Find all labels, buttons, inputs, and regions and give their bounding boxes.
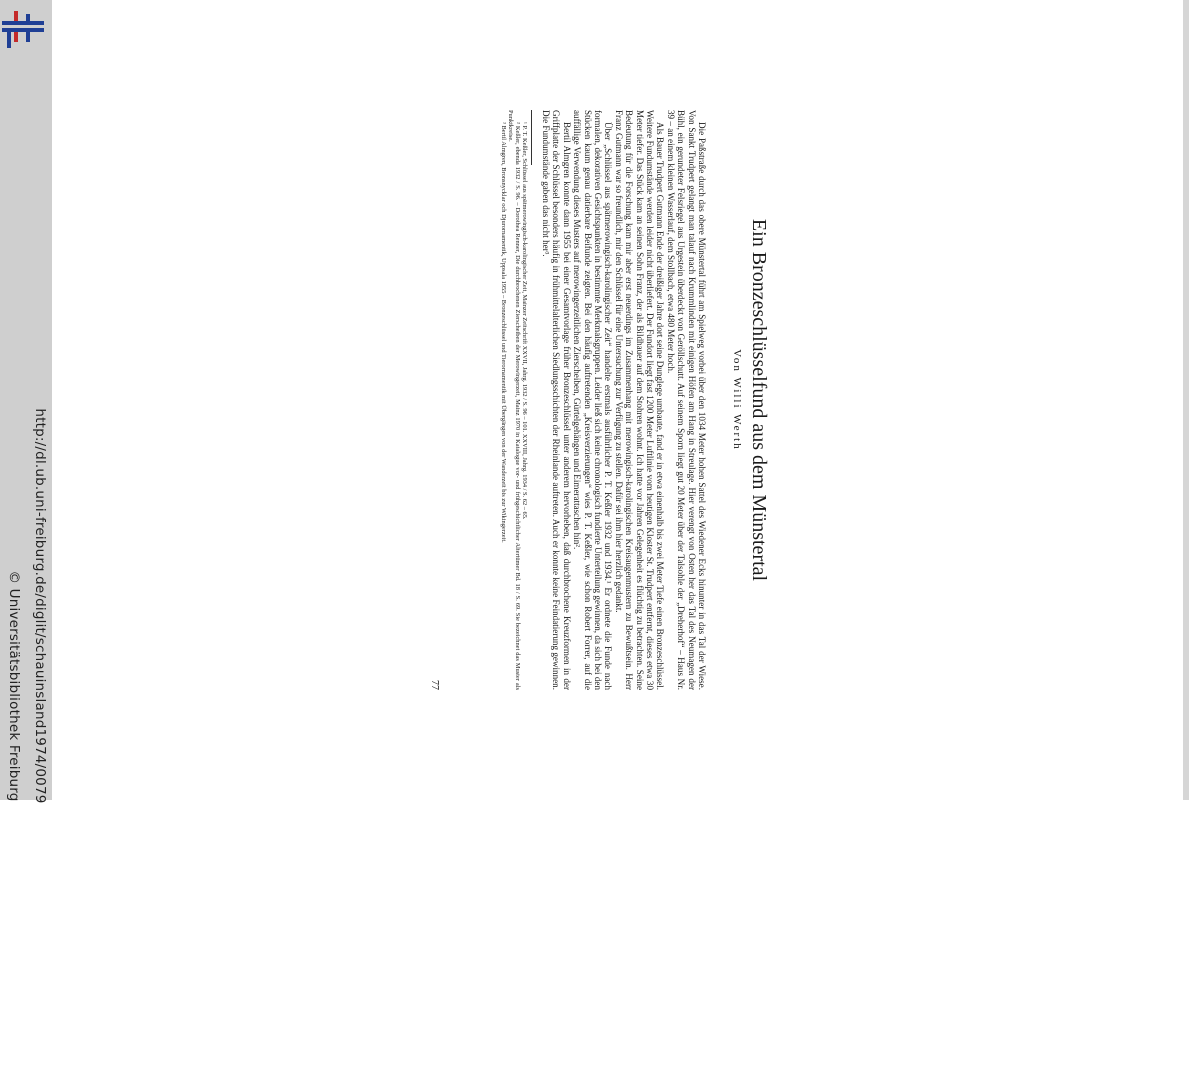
source-url[interactable]: http://dl.ub.uni-freiburg.de/diglit/schauinsland1974/0079 [32, 408, 48, 804]
footnote: ² Keßler, ebenda 1932 / S. 96. – Dorothea Renner, Die durchbrochenen Zierscheiben der Merowingerzeit, Mainz 1970 in Katalogue vor- und frühgeschichtlicher Altertümer Bd. 18 / S. 69. Sie bezeichnet das Muster als Punktkreise. [507, 110, 522, 690]
article-body [500, 110, 707, 690]
document-page [430, 110, 770, 690]
scrollbar[interactable] [1183, 0, 1189, 800]
footnote-divider [532, 110, 533, 165]
page-title: Ein Bronzeschlüsselfund aus dem Münstertal [748, 218, 770, 582]
paragraph: Als Bauer Trudpert Gutmann Ende der dreißiger Jahre dort seine Dunglege umbaute, fand er in etwa einenhalb bis zwei Meter Tiefe einen Bronzeschlüssel. Weitere Fundumstände werden leider nicht überliefert. Der Fundort liegt fast 1200 Meter Luftlinie vom heutigen Kloster St. Trudpert entfernt, dieses etwa 30 Meter tiefer. Das Stück kam an seinen Sohn Franz, der als Bildhauer auf dem Stohren wohnt. Ich hatte vor Jahren Gelegenheit es flüchtig zu betrachten. Seine Bedeutung für die Forschung kam mir aber erst neuerdings im Zusammenhang mit merowingisch-karolingischen Kreisaugenmustern zu Bewußtsein. Herr Franz Gutmann war so freundlich, mir den Schlüssel für eine Untersuchung zur Verfügung zu stellen. Dafür sei ihm hier herzlich gedankt. [613, 110, 666, 690]
library-logo-icon [2, 8, 44, 50]
paragraph: Bertil Almgren konnte dann 1955 bei einer Gesamtvorlage früher Bronzeschlüssel unter anderem hervorheben, daß durchbrochene Kreuzformen in der Griffplatte der Schlüssel besonders häufig in frühmittelalterlichen Siedlungsschichten der Rheinlande auftreten. Auch er konnte keine Feindatierung gewinnen. Die Fundumstände gaben das nicht her³. [540, 110, 572, 690]
footnote: ³ Bertil Almgren, Bronsnycklar och Djurornamentik, Uppsala 1955 – Bronzeschlüssel und Tierornamentik mit Übergängen von der Wanderzeit bis zur Wikingerzeit. [500, 122, 508, 543]
paragraph: Über „Schlüssel aus spätmerowingisch-karolingischer Zeit“ handelte erstmals ausführlicher P. T. Keßler 1932 und 1934.¹ Er ordnete die Funde nach formalen, dekorativen Gesichtspunkten in bestimmte Merkmalsgruppen. Leider ließ sich keine chronologisch fundierte Unterteilung gewinnen, da sich bei den Stücken kaum genau datierbare Beifunde zeigten. Bei den häufig auftretenden „Kreisverzierungen“ wies P. T. Keßler, wie schon Robert Forrer, auf die auffällige Verwendung dieses Musters auf merowingerzeitlichen Zierscheiben, Gürtelgehängen und Eimerattaschen hin². [572, 110, 614, 690]
footnote: ¹ P. T. Keßler, Schlüssel aus spätmerowingisch-karolingischer Zeit, Mainzer Zeitschrift XXVII, Jahrg. 1932 / S. 96 – 101. XXVIII, Jahrg. 1934 / S. 62 – 65. [521, 122, 529, 520]
viewer-sidebar [0, 0, 52, 804]
page-number: 77 [429, 680, 440, 690]
copyright-notice: © Universitätsbibliothek Freiburg [6, 570, 22, 802]
author-line: Von Willi Werth [731, 349, 743, 451]
paragraph: Die Paßstraße durch das obere Münstertal führt am Spielweg vorbei über den 1034 Meter hohen Sattel des Wiedener Ecks hinunter in das Tal der Wiese. Von Sankt Trudpert gelangt man talauf nach Krummlinden mit einigen Höfen am Hang in Streulage. Hier verengt von Osten her das Tal des Neumagen der Bühl, ein gerundeter Felsriegel aus Urgestein überdeckt von Geröllschutt. Auf seinem Sporn liegt gut 20 Meter über der Talsohle der „Dreherhof“ – Haus Nr. 39 – an einem kleinen Wasserlauf, dem Stollbach, etwa 480 Meter hoch. [665, 110, 707, 690]
